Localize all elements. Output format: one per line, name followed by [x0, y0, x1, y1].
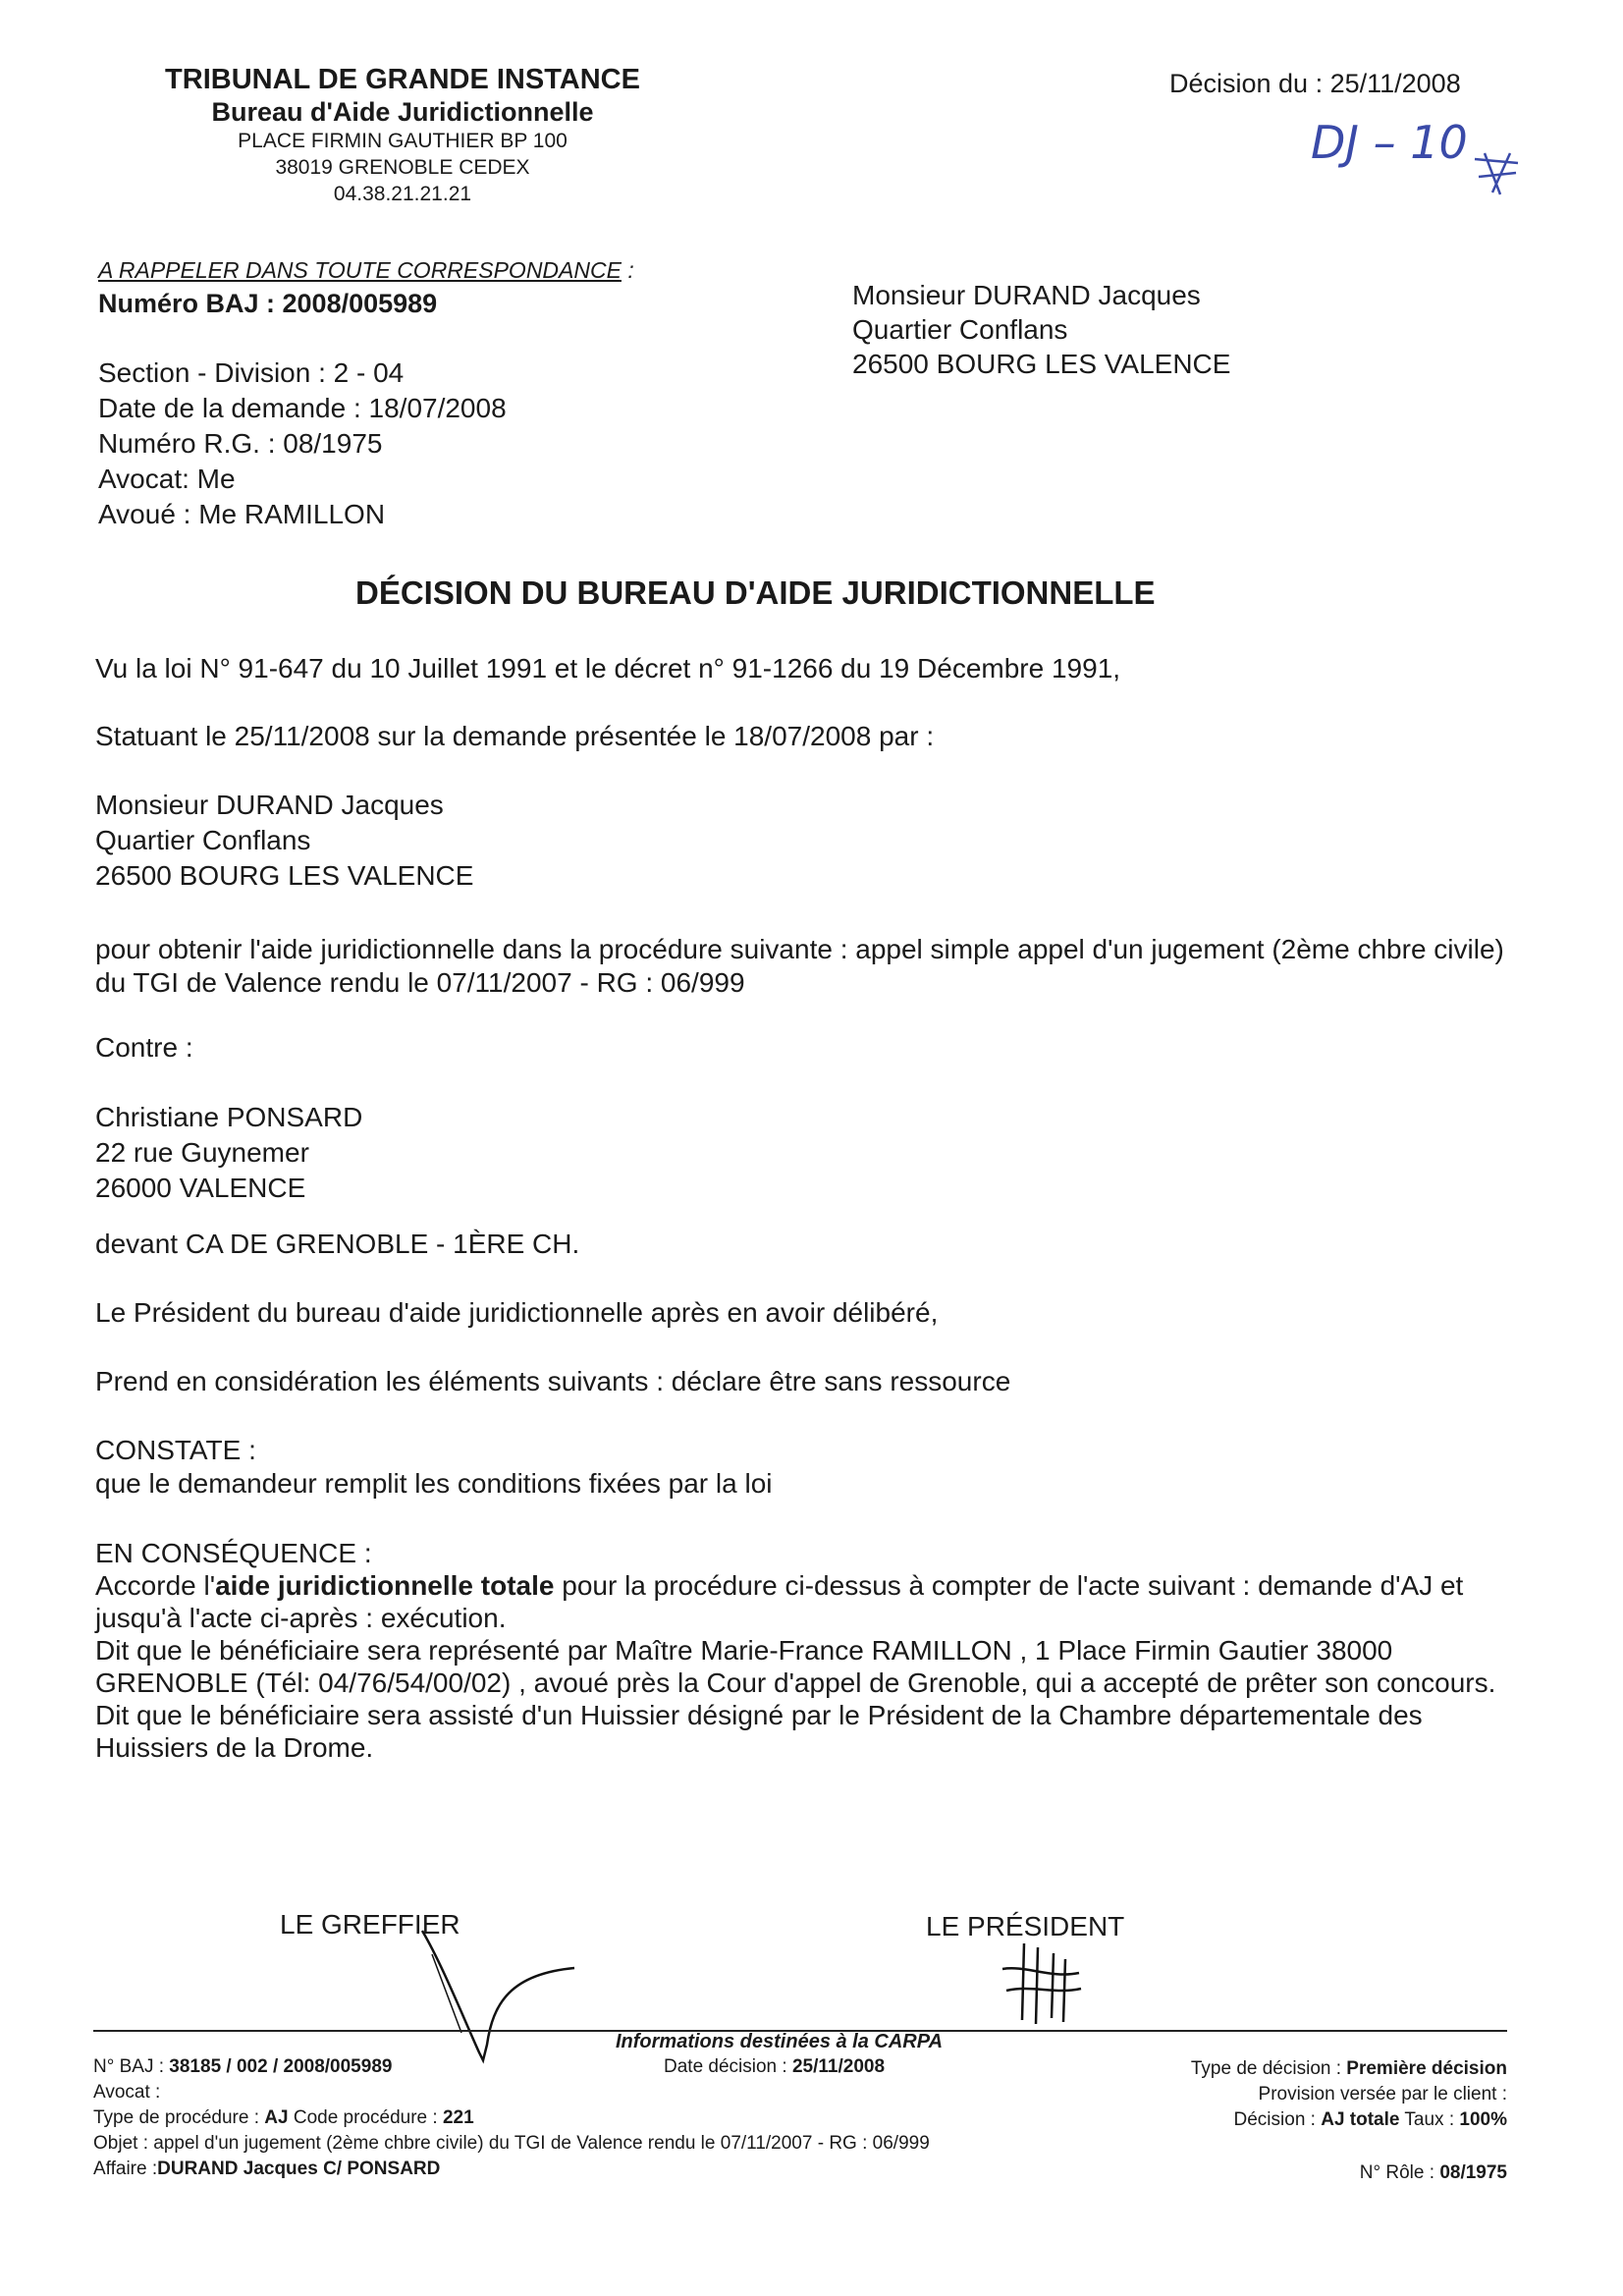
president-deliberation: Le Président du bureau d'aide juridictionnelle après en avoir délibéré, — [95, 1297, 939, 1328]
contre-label: Contre : — [95, 1032, 193, 1063]
footer-affaire — [93, 2159, 440, 2180]
footer-right-block — [1191, 2056, 1507, 2133]
footer-procedure-type — [93, 2107, 474, 2129]
consequence-section — [95, 1537, 1509, 1764]
decision-date-label: Date décision : — [664, 2056, 787, 2077]
constate-text: que le demandeur remplit les conditions fixées par la loi — [95, 1468, 773, 1499]
decision-type-label: Type de décision : — [1190, 2058, 1342, 2079]
applicant-address — [95, 788, 1509, 894]
footer-baj — [93, 2056, 392, 2078]
tribunal-address-1: PLACE FIRMIN GAUTHIER BP 100 — [238, 130, 568, 152]
statuant-line: Statuant le 25/11/2008 sur la demande présentée le 18/07/2008 par : — [95, 721, 935, 751]
affaire-value: DURAND Jacques C/ PONSARD — [157, 2159, 441, 2179]
greffier-signature — [403, 1925, 579, 2072]
affaire-label: Affaire : — [93, 2159, 158, 2179]
decision-type — [1191, 2056, 1507, 2082]
applicant-name: Monsieur DURAND Jacques — [95, 790, 444, 820]
opponent-address — [95, 1100, 1509, 1206]
request-date: Date de la demande : 18/07/2008 — [98, 393, 507, 423]
applicant-street: Quartier Conflans — [95, 825, 311, 855]
opponent-street: 22 rue Guynemer — [95, 1137, 309, 1168]
footer-avocat: Avocat : — [93, 2082, 161, 2103]
objet-value: appel d'un jugement (2ème chbre civile) du TGI de Valence rendu le 07/11/2007 - RG : 06/999 — [153, 2133, 930, 2154]
reminder-colon: : — [627, 257, 634, 283]
tribunal-header — [147, 63, 658, 207]
assisted-paragraph: Dit que le bénéficiaire sera assisté d'un Huissier désigné par le Président de la Chambre départementale des Huissiers de la Drome. — [95, 1700, 1423, 1763]
reminder-text: A RAPPELER DANS TOUTE CORRESPONDANCE — [98, 257, 622, 283]
consequence-label: EN CONSÉQUENCE : — [95, 1538, 372, 1568]
recipient-address — [852, 278, 1230, 381]
tribunal-title: TRIBUNAL DE GRANDE INSTANCE — [165, 64, 640, 95]
footer-baj-label: N° BAJ : — [93, 2056, 165, 2077]
accorde-suffix: pour la procédure ci-dessus à compter de l'acte suivant : demande d'AJ et jusqu'à l'acte ci-après : exécution. — [95, 1570, 1464, 1633]
considerations: Prend en considération les éléments suivants : déclare être sans ressource — [95, 1366, 1011, 1396]
carpa-title: Informations destinées à la CARPA — [616, 2031, 944, 2052]
opponent-city: 26000 VALENCE — [95, 1173, 306, 1203]
avoue: Avoué : Me RAMILLON — [98, 499, 386, 529]
baj-number: Numéro BAJ : 2008/005989 — [98, 289, 438, 318]
court-line: devant CA DE GRENOBLE - 1ÈRE CH. — [95, 1229, 580, 1259]
decision-aj-value: AJ totale — [1321, 2109, 1400, 2130]
tribunal-phone: 04.38.21.21.21 — [333, 183, 472, 205]
constate-section — [95, 1434, 1509, 1501]
tribunal-address-2: 38019 GRENOBLE CEDEX — [275, 156, 530, 179]
represented-paragraph: Dit que le bénéficiaire sera représenté par Maître Marie-France RAMILLON , 1 Place Firmin Gautier 38000 GRENOBLE (Tél: 04/76/54/00/02) , avoué près la Cour d'appel de Grenoble, qui a accepté de prêter son concours. — [95, 1635, 1496, 1698]
opponent-name: Christiane PONSARD — [95, 1102, 363, 1132]
taux-value: 100% — [1459, 2109, 1507, 2130]
president-signature — [997, 1940, 1085, 2028]
footer-role — [1360, 2162, 1507, 2184]
decision-heading: DÉCISION DU BUREAU D'AIDE JURIDICTIONNELLE — [355, 574, 1156, 611]
role-label: N° Rôle : — [1359, 2162, 1435, 2183]
applicant-city: 26500 BOURG LES VALENCE — [95, 860, 474, 891]
decision-aj — [1191, 2107, 1507, 2133]
correspondence-reminder — [98, 257, 634, 284]
procedure-type-value: AJ — [264, 2107, 289, 2128]
footer-baj-value: 38185 / 002 / 2008/005989 — [169, 2056, 393, 2077]
accorde-prefix: Accorde l' — [95, 1570, 216, 1601]
recipient-street: Quartier Conflans — [852, 314, 1068, 345]
handwritten-reference: DJ – 10 — [1311, 116, 1468, 169]
law-reference: Vu la loi N° 91-647 du 10 Juillet 1991 et le décret n° 91-1266 du 19 Décembre 1991, — [95, 653, 1121, 683]
recipient-name: Monsieur DURAND Jacques — [852, 280, 1201, 310]
decision-date-value: 25/11/2008 — [791, 2056, 886, 2077]
footer-objet — [93, 2133, 930, 2155]
rg-number: Numéro R.G. : 08/1975 — [98, 428, 383, 459]
accorde-bold: aide juridictionnelle totale — [215, 1570, 555, 1601]
case-info — [98, 355, 507, 532]
objet-label: Objet : — [93, 2133, 148, 2154]
procedure-description: pour obtenir l'aide juridictionnelle dans la procédure suivante : appel simple appel d'un jugement (2ème chbre civile) du TGI de Valence rendu le 07/11/2007 - RG : 06/999 — [95, 934, 1504, 998]
procedure-code-value: 221 — [442, 2107, 474, 2128]
constate-label: CONSTATE : — [95, 1435, 256, 1465]
section-division: Section - Division : 2 - 04 — [98, 357, 405, 388]
handwritten-star-icon — [1471, 149, 1522, 198]
taux-label: Taux : — [1404, 2109, 1455, 2130]
role-value: 08/1975 — [1439, 2162, 1507, 2183]
footer-decision-date — [664, 2056, 885, 2078]
procedure-code-label: Code procédure : — [293, 2107, 438, 2128]
greffier-label: LE GREFFIER — [280, 1909, 460, 1940]
recipient-city: 26500 BOURG LES VALENCE — [852, 349, 1231, 379]
president-label: LE PRÉSIDENT — [926, 1911, 1125, 1941]
decision-aj-label: Décision : — [1233, 2109, 1316, 2130]
bureau-subtitle: Bureau d'Aide Juridictionnelle — [211, 97, 594, 127]
provision-line: Provision versée par le client : — [1258, 2084, 1507, 2105]
procedure-type-label: Type de procédure : — [93, 2107, 259, 2128]
accorde-paragraph — [95, 1569, 1509, 1634]
decision-type-value: Première décision — [1346, 2058, 1507, 2079]
lawyer: Avocat: Me — [98, 464, 236, 494]
decision-date: Décision du : 25/11/2008 — [1169, 69, 1461, 98]
